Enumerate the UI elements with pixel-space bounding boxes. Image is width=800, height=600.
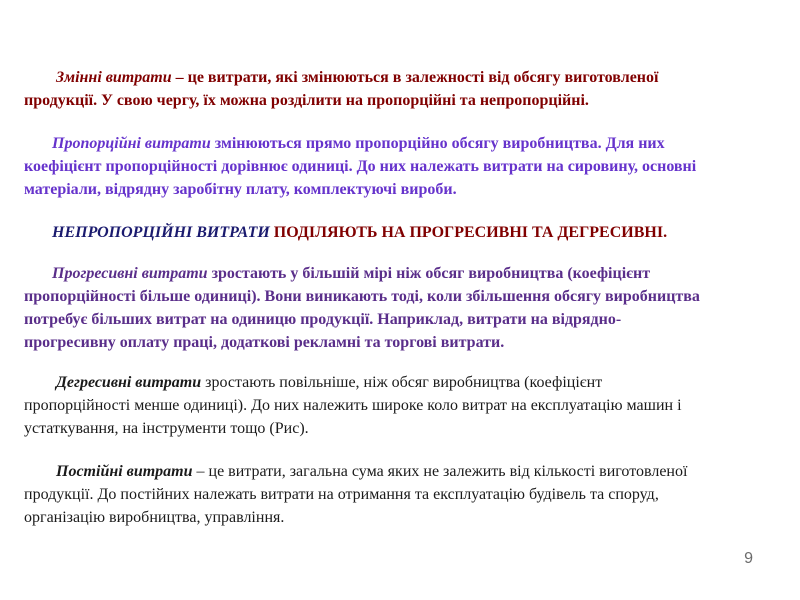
- paragraph-nonproportional-heading: [24, 221, 772, 244]
- paragraph-proportional-costs: [24, 132, 772, 201]
- paragraph-line: потребує більших витрат на одиницю продукції. Наприклад, витрати на відрядно-: [24, 311, 622, 328]
- paragraph-text: – це витрати, загальна сума яких не залежить від кількості виготовленої: [192, 463, 688, 480]
- term-nonproportional-costs: НЕПРОПОРЦІЙНІ ВИТРАТИ: [52, 224, 270, 241]
- page-number: 9: [744, 550, 753, 567]
- paragraph-line: пропорційності більше одиниці). Вони виникають тоді, коли збільшення обсягу виробництва: [24, 288, 700, 305]
- paragraph-line: пропорційності менше одиниці). До них належить широке коло витрат на експлуатацію машин і: [24, 397, 682, 414]
- paragraph-line: організацію виробництва, управління.: [24, 509, 285, 526]
- paragraph-fixed-costs: [24, 460, 772, 529]
- paragraph-degressive-costs: [24, 371, 772, 440]
- paragraph-line: [24, 132, 772, 155]
- paragraph-text: ПОДІЛЯЮТЬ НА ПРОГРЕСИВНІ ТА ДЕГРЕСИВНІ.: [269, 224, 668, 241]
- paragraph-text: – це витрати, які змінюються в залежності від обсягу виготовленої: [171, 69, 659, 86]
- paragraph-variable-costs: [24, 66, 772, 112]
- term-variable-costs: Змінні витрати: [56, 69, 172, 86]
- paragraph-text: змінюються прямо пропорційно обсягу виробництва. Для них: [210, 135, 665, 152]
- paragraph-line: матеріали, відрядну заробітну плату, комплектуючі вироби.: [24, 181, 457, 198]
- term-progressive-costs: Прогресивні витрати: [52, 265, 208, 282]
- paragraph-line: продукції. У свою чергу, їх можна розділити на пропорційні та непропорційні.: [24, 92, 589, 109]
- paragraph-progressive-costs: [24, 262, 772, 354]
- paragraph-line: [24, 262, 772, 285]
- paragraph-text: зростають у більшій мірі ніж обсяг виробництва (коефіцієнт: [207, 265, 651, 282]
- paragraph-line: устаткування, на інструменти тощо (Рис).: [24, 420, 309, 437]
- paragraph-line: [24, 221, 772, 244]
- paragraph-line: [24, 460, 772, 483]
- paragraph-text: зростають повільніше, ніж обсяг виробництва (коефіцієнт: [201, 374, 603, 391]
- paragraph-line: [24, 371, 772, 394]
- term-fixed-costs: Постійні витрати: [56, 463, 193, 480]
- paragraph-line: прогресивну оплату праці, додаткові рекламні та торгові витрати.: [24, 334, 505, 351]
- paragraph-line: коефіцієнт пропорційності дорівнює одиниці. До них належать витрати на сировину, основні: [24, 158, 697, 175]
- paragraph-line: [24, 66, 772, 89]
- term-proportional-costs: Пропорційні витрати: [52, 135, 211, 152]
- paragraph-line: продукції. До постійних належать витрати на отримання та експлуатацію будівель та споруд,: [24, 486, 659, 503]
- term-degressive-costs: Дегресивні витрати: [56, 374, 202, 391]
